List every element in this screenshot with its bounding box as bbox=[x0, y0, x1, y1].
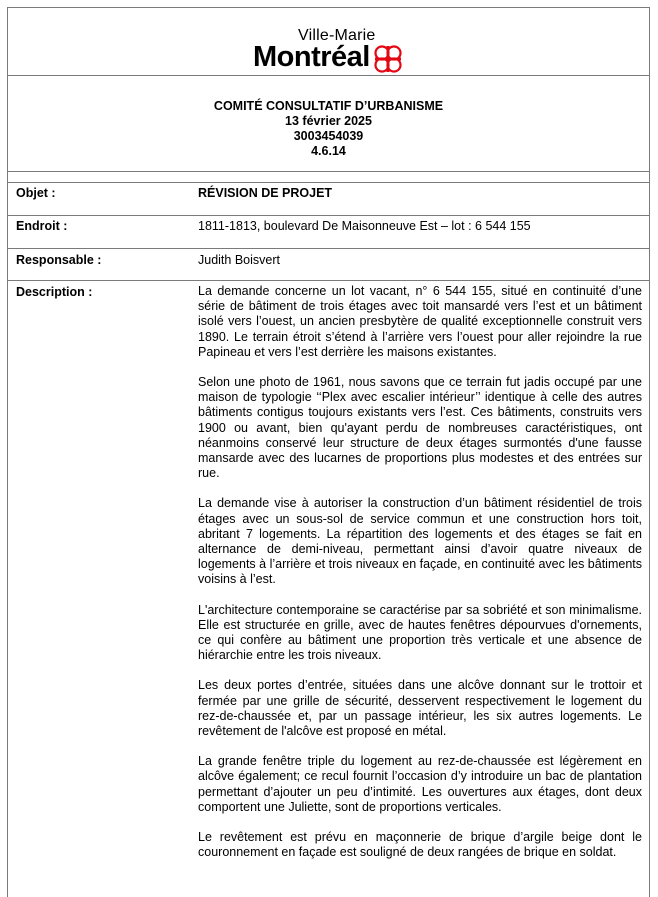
montreal-rosette-icon bbox=[371, 44, 405, 74]
description-paragraph: Selon une photo de 1961, nous savons que ce terrain fut jadis occupé par une maison de typologie ‘‘Plex avec escalier intérieur’’ identique à celle des autres bâtiments contigus toujours existants vers l’est. Ces bâtiments, construits vers 1900 ou avant, bien qu'ayant perdu de nombreuses caractéristiques, ont néanmoins conservé leur structure de deux étages surmontés d'une fausse mansarde avec des lucarnes de proportions plus modestes et des entrées sur rue. bbox=[198, 375, 642, 481]
responsable-value: Judith Boisvert bbox=[198, 253, 280, 267]
logo-borough-text: Ville-Marie bbox=[298, 27, 376, 44]
objet-value: RÉVISION DE PROJET bbox=[198, 186, 333, 200]
row-divider bbox=[8, 280, 649, 281]
meeting-date: 13 février 2025 bbox=[285, 114, 372, 128]
description-paragraph: Les deux portes d’entrée, situées dans une alcôve donnant sur le trottoir et fermée par une grille de sécurité, desservent respectivement le logement du rez-de-chaussée et, par un passage intérieur, les six autres logements. Le revêtement de l'alcôve est proposé en métal. bbox=[198, 678, 642, 739]
meeting-header bbox=[8, 75, 649, 172]
description-paragraph: La grande fenêtre triple du logement au rez-de-chaussée est légèrement en alcôve également; ce recul fournit l’occasion d’y introduire un bac de plantation permettant d’ajouter un peu d’intimité. Les ouvertures aux étages, dont deux comportent une Juliette, sont de proportions verticales. bbox=[198, 754, 642, 814]
logo-block bbox=[8, 8, 649, 76]
row-divider bbox=[8, 182, 649, 183]
file-number: 3003454039 bbox=[293, 129, 364, 143]
committee-title: COMITÉ CONSULTATIF D’URBANISME bbox=[213, 99, 444, 113]
responsable-label: Responsable : bbox=[16, 253, 102, 267]
objet-label: Objet : bbox=[16, 186, 56, 200]
description-paragraph: L'architecture contemporaine se caractérise par sa sobriété et son minimalisme. Elle est structurée en grille, avec de hautes fenêtres dépourvues d'ornements, ce qui confère au bâtiment une proportion très verticale et une absence de hiérarchie entre les trois niveaux. bbox=[198, 602, 642, 663]
row-divider bbox=[8, 248, 649, 249]
description-paragraph: La demande concerne un lot vacant, n° 6 544 155, situé en continuité d’une série de bâtiment de trois étages avec toit mansardé vers l’est et un bâtiment isolé vers l’ouest, un ancien presbytère de qualité exceptionnelle construit vers 1890. Le terrain étroit s’étend à l’arrière vers l’ouest pour aller rejoindre la rue Papineau et vers l’est derrière les maisons existantes. bbox=[198, 284, 642, 359]
item-number: 4.6.14 bbox=[311, 144, 346, 158]
description-paragraph: Le revêtement est prévu en maçonnerie de brique d’argile beige dont le couronnement en façade est souligné de deux rangées de brique en soldat. bbox=[198, 830, 642, 860]
endroit-value: 1811-1813, boulevard De Maisonneuve Est – lot : 6 544 155 bbox=[198, 219, 531, 233]
endroit-label: Endroit : bbox=[16, 219, 68, 233]
description-text bbox=[198, 284, 642, 876]
row-divider bbox=[8, 215, 649, 216]
description-label: Description : bbox=[16, 285, 93, 299]
description-paragraph: La demande vise à autoriser la construction d’un bâtiment résidentiel de trois étages avec un sous-sol de service commun et une construction hors toit, abritant 7 logements. La répartition des logements et des étages se fait en alternance de demi-niveau, permettant ainsi d’avoir quatre niveaux de logements à l’arrière et trois niveaux en façade, en continuité avec les bâtiments voisins à l’est. bbox=[198, 496, 642, 587]
document-frame bbox=[7, 7, 650, 897]
logo-city-text: Montréal bbox=[253, 41, 370, 73]
